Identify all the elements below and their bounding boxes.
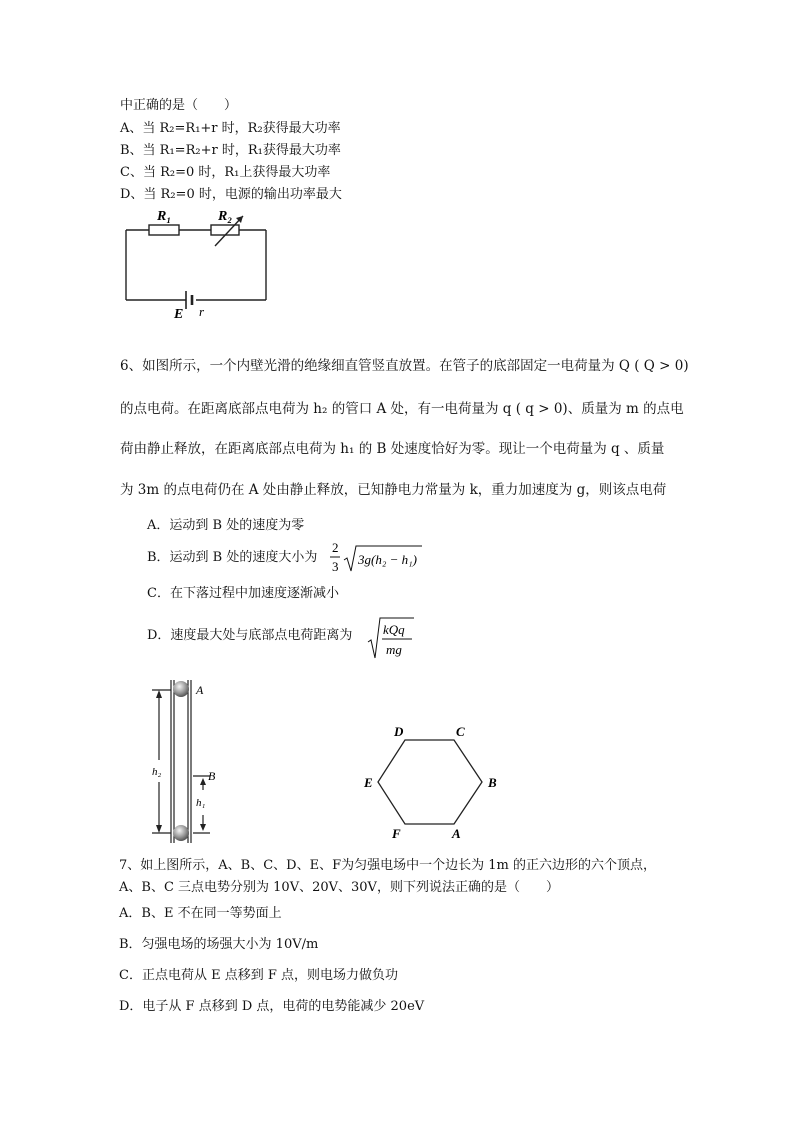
label-r: r [199, 304, 205, 319]
q6-option-b-prefix: B．运动到 B 处的速度大小为 [147, 550, 318, 565]
q5-option-d: D、当 R₂=0 时，电源的输出功率最大 [120, 187, 342, 202]
tube-label-b: B [208, 769, 216, 783]
q6-line1: 6、如图所示，一个内壁光滑的绝缘细直管竖直放置。在管子的底部固定一电荷量为 Q ( Q > 0) [120, 358, 689, 374]
tube-label-h2: h₂ [152, 766, 162, 778]
q6-option-c: C．在下落过程中加速度逐渐减小 [147, 586, 339, 601]
q7-option-c: C．正点电荷从 E 点移到 F 点，则电场力做负功 [119, 968, 398, 983]
hex-label-c: C [456, 724, 465, 739]
tube-label-h1: h₁ [196, 797, 206, 809]
hexagon [378, 740, 482, 824]
q5-option-a: A、当 R₂=R₁+r 时，R₂获得最大功率 [120, 121, 341, 136]
hex-label-d: D [394, 724, 404, 739]
radicand: 3g(h₂ − h₁) [358, 552, 417, 567]
fraction-numerator: 2 [332, 540, 339, 555]
label-r1: R₁ [157, 209, 172, 224]
q6-option-a: A．运动到 B 处的速度为零 [147, 518, 305, 533]
q6-line4: 为 3m 的点电荷仍在 A 处由静止释放，已知静电力常量为 k，重力加速度为 g，则该点电荷 [120, 482, 667, 498]
q5-option-b: B、当 R₁=R₂+r 时，R₁获得最大功率 [120, 143, 341, 158]
fraction-denominator: 3 [332, 559, 339, 574]
q5-option-c: C、当 R₂=0 时，R₁上获得最大功率 [120, 165, 331, 180]
q7-option-b: B．匀强电场的场强大小为 10V/m [119, 937, 319, 952]
label-e: E [174, 307, 184, 322]
q7-line2: A、B、C 三点电势分别为 10V、20V、30V，则下列说法正确的是（ ） [119, 880, 559, 895]
q7-option-d: D．电子从 F 点移到 D 点，电荷的电势能减少 20eV [119, 999, 425, 1014]
q6-line2: 的点电荷。在距离底部点电荷为 h₂ 的管口 A 处，有一电荷量为 q ( q > 0)、质量为 m 的点电 [120, 401, 684, 417]
sqrt-numerator: kQq [383, 622, 405, 637]
tube-label-a: A [196, 683, 204, 697]
label-r2: R₂ [218, 209, 233, 224]
hex-label-a: A [452, 826, 461, 841]
q5-stem-tail: 中正确的是（ ） [120, 98, 238, 113]
hex-label-b: B [488, 775, 497, 790]
q6-option-d-prefix: D．速度最大处与底部点电荷距离为 [147, 628, 353, 643]
q6-line3: 荷由静止释放，在距离底部点电荷为 h₁ 的 B 处速度恰好为零。现让一个电荷量为 q 、质量 [120, 441, 665, 457]
hex-label-e: E [364, 775, 373, 790]
q7-line1: 7、如上图所示，A、B、C、D、E、F为匀强电场中一个边长为 1m 的正六边形的六个顶点， [119, 858, 656, 873]
hex-label-f: F [392, 826, 401, 841]
q7-option-a: A．B、E 不在同一等势面上 [119, 906, 282, 921]
sqrt-denominator: mg [386, 642, 402, 657]
